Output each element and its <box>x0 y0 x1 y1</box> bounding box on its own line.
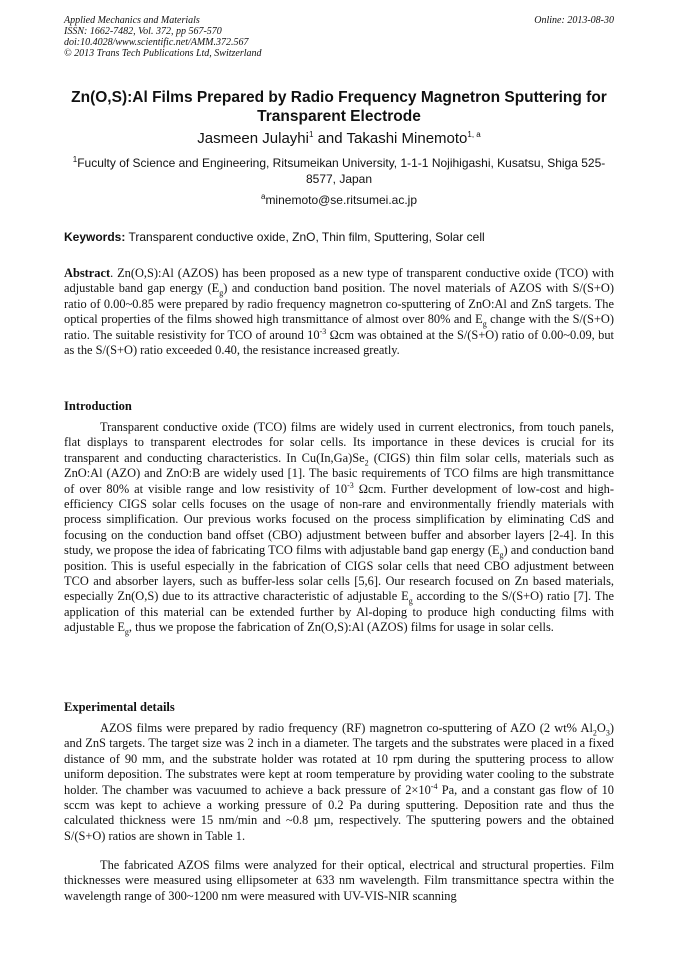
abstract-text-2: ) and conduction band position. The novel materials of AZOS with S/(S+O) ratio of 0.00~0.85 were prepared by radio frequency magnetron co-sputtering of ZnO:Al and ZnS targets. The optical properties of the films showed high transmittance of almost over 80% and E <box>64 281 614 327</box>
introduction-heading: Introduction <box>64 399 132 413</box>
affiliation <box>60 155 618 187</box>
journal-info <box>64 15 262 59</box>
intro-sub-2: g <box>499 550 504 560</box>
copyright-line: © 2013 Trans Tech Publications Ltd, Switzerland <box>64 48 262 59</box>
paper-title: Zn(O,S):Al Films Prepared by Radio Frequency Magnetron Sputtering for Transparent Electrode <box>71 89 607 125</box>
introduction-paragraph <box>64 420 614 636</box>
abstract-sub-2: g <box>482 319 487 329</box>
journal-name: Applied Mechanics and Materials <box>64 15 200 26</box>
issn-line: ISSN: 1662-7482, Vol. 372, pp 567-570 <box>64 26 222 37</box>
intro-text-4: ) and conduction band position. This is useful especially in the fabrication of CIGS solar cells that need CBO adjustment between TCO and absorber layers, such as buffer-less solar cells [5,6]. Our research focused on Zn based materials, especially Zn(O,S) due to its attractive characteristic of adjustable E <box>64 543 614 604</box>
abstract-label: Abstract <box>64 266 111 280</box>
keywords-text: Transparent conductive oxide, ZnO, Thin film, Sputtering, Solar cell <box>125 230 485 244</box>
intro-sub-1: 2 <box>364 458 369 468</box>
author-2-affil: 1, a <box>467 130 481 139</box>
intro-sub-4: g <box>124 627 129 637</box>
abstract-text-1: . Zn(O,S):Al (AZOS) has been proposed as a new type of transparent conductive oxide (TCO) with adjustable band gap energy (E <box>64 266 614 296</box>
author-line <box>40 130 638 148</box>
email-marker: a <box>260 192 266 201</box>
author-1: Jasmeen Julayhi <box>197 130 309 147</box>
keywords <box>64 230 614 245</box>
intro-text-1: Transparent conductive oxide (TCO) films are widely used in current electronics, from touch panels, flat displays to transparent electrodes for solar cells. Its importance in these devices is crucial for its transparent and conducting characteristics. In Cu(In,Ga)Se <box>64 420 614 465</box>
experimental-paragraph-1 <box>64 721 614 844</box>
abstract-text-3: change with the S/(S+O) ratio. The suitable resistivity for TCO of around 10 <box>64 312 615 342</box>
exp-sub-2: 3 <box>605 728 610 738</box>
intro-text-2: (CIGS) thin film solar cells, materials such as ZnO:Al (AZO) and ZnO:B are widely used [1]. The basic requirements of TCO films are high transmittance of over 80% at visible range and low resistivity of 10 <box>64 450 614 496</box>
author-1-affil: 1 <box>308 130 314 139</box>
author-conjunction: and <box>313 130 347 147</box>
keywords-label: Keywords: <box>64 230 126 244</box>
abstract-text-4: Ωcm was obtained at the S/(S+O) ratio of 0.00~0.09, but as the S/(S+O) ratio exceeded 0.40, the resistance increased greatly. <box>64 327 614 358</box>
exp-text-3: Pa, and a constant gas flow of 10 sccm was kept to achieve a working pressure of 0.2 Pa during sputtering. Deposition rate and thus the calculated thickness were 15 nm/min and ~0.8 µm, respectively. The sputtering powers and the obtained S/(S+O) ratios are shown in Table 1. <box>64 782 614 843</box>
abstract-paragraph <box>64 266 614 358</box>
affiliation-marker: 1 <box>72 155 78 164</box>
experimental-paragraph-2: The fabricated AZOS films were analyzed for their optical, electrical and structural properties. Film thicknesses were measured using ellipsometer at 633 nm wavelength. Film transmittance spectra within the wavelength range of 300~1200 nm were measured with UV-VIS-NIR scanning <box>64 858 614 903</box>
affiliation-text: Fuculty of Science and Engineering, Ritsumeikan University, 1-1-1 Nojihigashi, Kusatsu, Shiga 525-8577, Japan <box>77 156 606 186</box>
intro-sub-3: g <box>408 596 413 606</box>
abstract-sup-1: -3 <box>319 326 327 336</box>
exp-text-1: AZOS films were prepared by radio frequency (RF) magnetron co-sputtering of AZO (2 wt% Al <box>100 721 593 735</box>
exp-sub-1: 2 <box>592 728 597 738</box>
intro-text-5: according to the S/(S+O) ratio [7]. The application of this material can be extended further by Al-doping to produce high conducting films with adjustable E <box>64 589 615 635</box>
exp-text-2: ) and ZnS targets. The target size was 2 inch in a diameter. The targets and the substrates were placed in a fixed distance of 90 mm, and the substrate holder was rotated at 10 rpm during the sputtering process to allow uniform deposition. The substrates were kept at room temperature by providing water cooling to the substrate holder. The chamber was vacuumed to achieve a back pressure of 2×10 <box>64 721 614 797</box>
intro-sup-1: -3 <box>347 480 354 490</box>
abstract-sub-1: g <box>219 288 224 298</box>
exp-text-1b: O <box>596 721 606 735</box>
doi-line: doi:10.4028/www.scientific.net/AMM.372.567 <box>64 37 249 48</box>
email-address: minemoto@se.ritsumei.ac.jp <box>265 193 418 207</box>
intro-text-3: Ωcm. Further development of low-cost and high-efficiency CIGS solar cells focuses on the usage of non-rare and environmentally friendly materials with process simplification. Our previous works focused on the process simplification by eliminating CdS and focusing on the conduction band offset (CBO) adjustment between buffer and absorber layers [2-4]. In this study, we propose the idea of fabricating TCO films with adjustable band gap energy (E <box>64 481 615 558</box>
exp-sup-1: -4 <box>430 781 438 791</box>
intro-text-6: , thus we propose the fabrication of Zn(O,S):Al (AZOS) films for usage in solar cells. <box>128 620 554 635</box>
online-date: Online: 2013-08-30 <box>534 15 614 26</box>
email-line <box>60 193 618 208</box>
experimental-heading: Experimental details <box>64 700 175 714</box>
author-2: Takashi Minemoto <box>346 130 468 147</box>
